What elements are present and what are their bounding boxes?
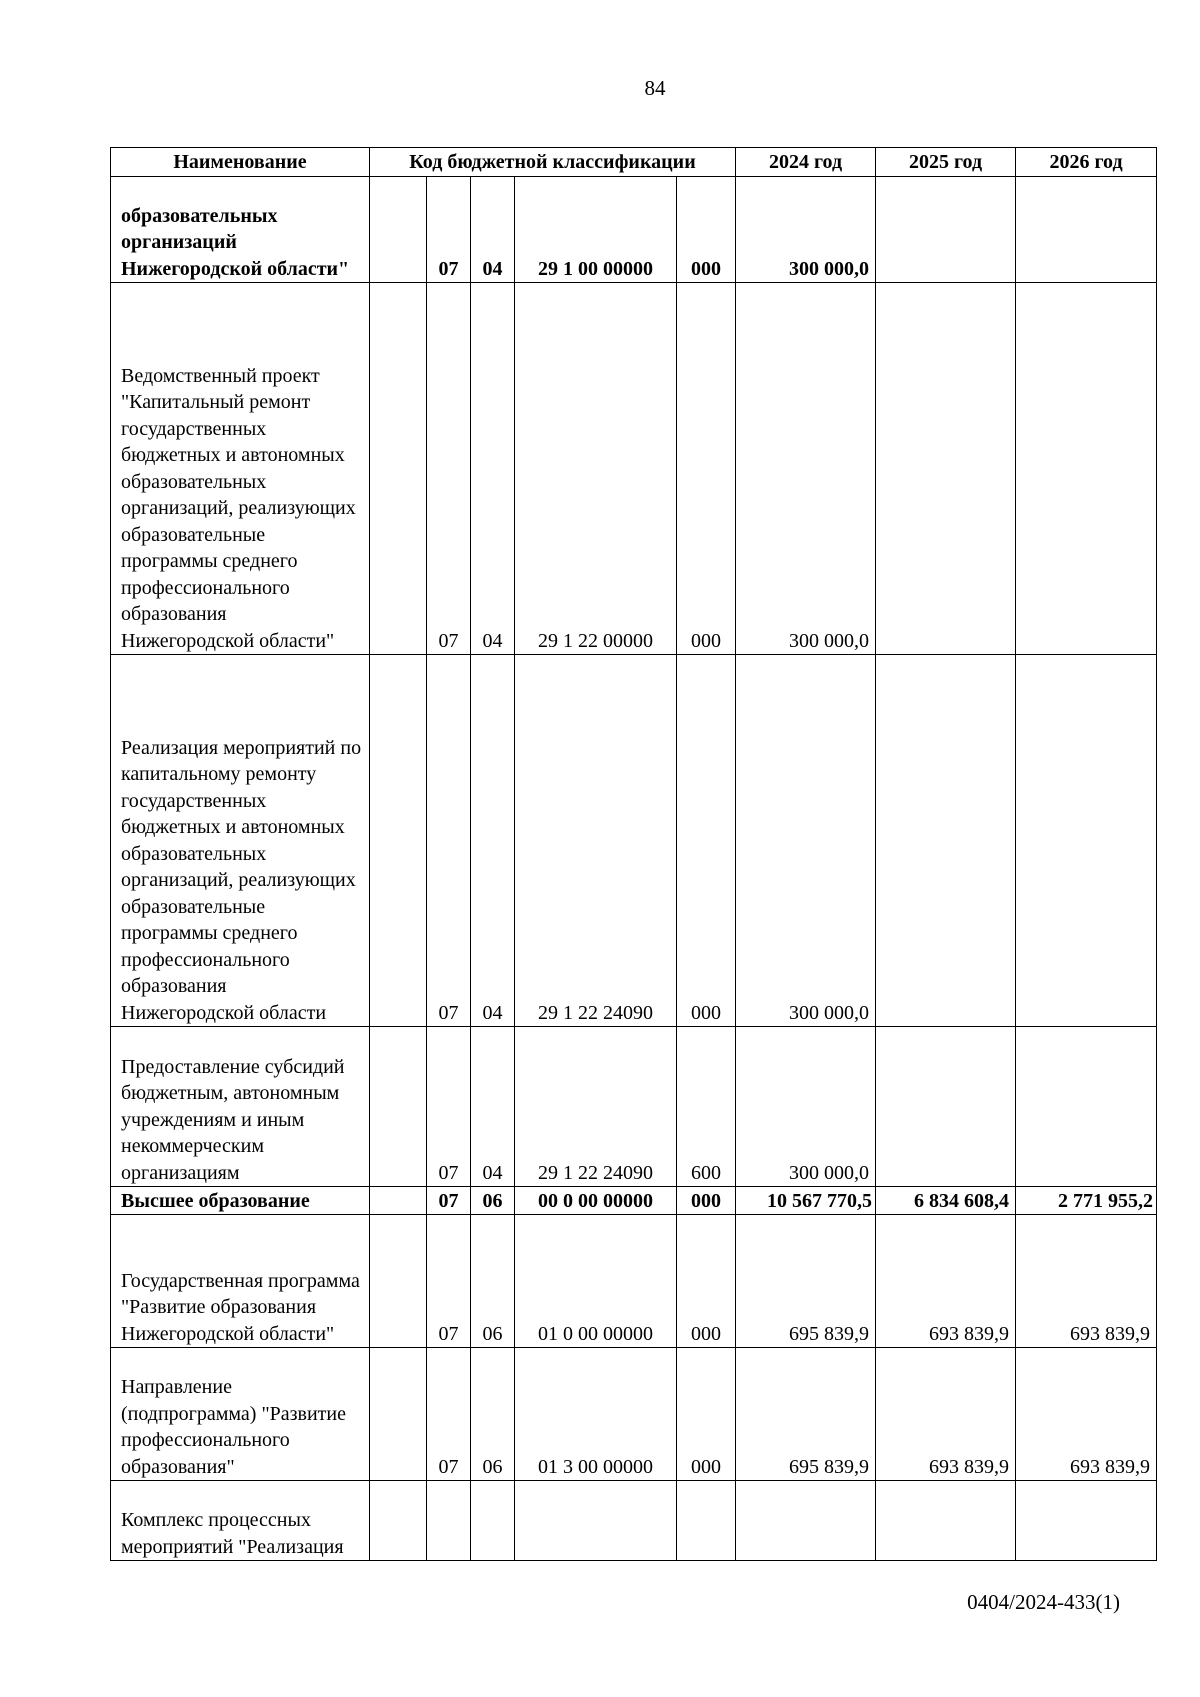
row-empty-code xyxy=(370,1027,427,1187)
row-name: Ведомственный проект "Капитальный ремонт государственных бюджетных и автономных образовательных организаций, реализующих образовательные программы среднего профессионального образования Нижегородской области" xyxy=(111,283,370,655)
row-target-article: 00 0 00 00000 xyxy=(515,1187,677,1215)
row-target-article: 01 0 00 00000 xyxy=(515,1215,677,1348)
row-value-2026 xyxy=(1016,177,1157,283)
row-expense-type: 000 xyxy=(677,1187,736,1215)
row-section: 07 xyxy=(427,283,471,655)
row-target-article: 29 1 22 00000 xyxy=(515,283,677,655)
row-name: Комплекс процессных мероприятий "Реализация xyxy=(111,1481,370,1561)
row-name: Государственная программа "Развитие образования Нижегородской области" xyxy=(111,1215,370,1348)
row-empty-code xyxy=(370,283,427,655)
row-subsection: 06 xyxy=(471,1187,515,1215)
row-value-2024: 300 000,0 xyxy=(736,177,876,283)
row-section: 07 xyxy=(427,1348,471,1481)
row-value-2026: 2 771 955,2 xyxy=(1016,1187,1157,1215)
row-value-2024: 300 000,0 xyxy=(736,655,876,1027)
table-row xyxy=(111,1481,1157,1561)
row-empty-code xyxy=(370,1348,427,1481)
row-empty-code xyxy=(370,1187,427,1215)
row-empty-code xyxy=(370,177,427,283)
budget-table xyxy=(110,147,1157,1561)
row-name: Высшее образование xyxy=(111,1187,370,1215)
row-value-2026: 693 839,9 xyxy=(1016,1348,1157,1481)
table-row xyxy=(111,1348,1157,1481)
row-value-2024: 695 839,9 xyxy=(736,1215,876,1348)
row-expense-type: 000 xyxy=(677,1215,736,1348)
row-target-article: 01 3 00 00000 xyxy=(515,1348,677,1481)
row-section: 07 xyxy=(427,1187,471,1215)
row-value-2024: 300 000,0 xyxy=(736,283,876,655)
row-section: 07 xyxy=(427,1215,471,1348)
header-name: Наименование xyxy=(111,148,370,177)
header-code: Код бюджетной классификации xyxy=(370,148,736,177)
row-section xyxy=(427,1481,471,1561)
row-target-article: 29 1 22 24090 xyxy=(515,655,677,1027)
row-value-2026 xyxy=(1016,655,1157,1027)
row-section: 07 xyxy=(427,655,471,1027)
row-value-2026 xyxy=(1016,283,1157,655)
row-target-article xyxy=(515,1481,677,1561)
table-header-row xyxy=(111,148,1157,177)
row-subsection: 04 xyxy=(471,283,515,655)
header-2024: 2024 год xyxy=(736,148,876,177)
row-target-article: 29 1 00 00000 xyxy=(515,177,677,283)
row-subsection xyxy=(471,1481,515,1561)
row-section: 07 xyxy=(427,177,471,283)
row-value-2025 xyxy=(876,1481,1016,1561)
row-subsection: 04 xyxy=(471,1027,515,1187)
row-value-2026: 693 839,9 xyxy=(1016,1215,1157,1348)
row-value-2025 xyxy=(876,655,1016,1027)
row-section: 07 xyxy=(427,1027,471,1187)
row-subsection: 06 xyxy=(471,1215,515,1348)
row-expense-type xyxy=(677,1481,736,1561)
table-row xyxy=(111,1215,1157,1348)
header-2025: 2025 год xyxy=(876,148,1016,177)
row-subsection: 06 xyxy=(471,1348,515,1481)
table-row xyxy=(111,1027,1157,1187)
row-value-2026 xyxy=(1016,1481,1157,1561)
row-value-2026 xyxy=(1016,1027,1157,1187)
table-row xyxy=(111,177,1157,283)
row-name: Предоставление субсидий бюджетным, автономным учреждениям и иным некоммерческим организациям xyxy=(111,1027,370,1187)
table-row xyxy=(111,655,1157,1027)
row-expense-type: 000 xyxy=(677,1348,736,1481)
header-2026: 2026 год xyxy=(1016,148,1157,177)
row-name: образовательных организаций Нижегородской области" xyxy=(111,177,370,283)
row-empty-code xyxy=(370,1215,427,1348)
document-registration-number: 0404/2024-433(1) xyxy=(967,1590,1120,1614)
page-number: 84 xyxy=(644,76,666,100)
row-empty-code xyxy=(370,1481,427,1561)
row-subsection: 04 xyxy=(471,655,515,1027)
row-subsection: 04 xyxy=(471,177,515,283)
row-value-2024 xyxy=(736,1481,876,1561)
row-value-2025 xyxy=(876,177,1016,283)
row-empty-code xyxy=(370,655,427,1027)
table-row xyxy=(111,283,1157,655)
row-name: Направление (подпрограмма) "Развитие профессионального образования" xyxy=(111,1348,370,1481)
row-value-2025 xyxy=(876,1027,1016,1187)
row-value-2025: 6 834 608,4 xyxy=(876,1187,1016,1215)
row-expense-type: 600 xyxy=(677,1027,736,1187)
row-value-2025: 693 839,9 xyxy=(876,1215,1016,1348)
row-target-article: 29 1 22 24090 xyxy=(515,1027,677,1187)
row-expense-type: 000 xyxy=(677,655,736,1027)
table-row xyxy=(111,1187,1157,1215)
row-value-2024: 695 839,9 xyxy=(736,1348,876,1481)
row-name: Реализация мероприятий по капитальному ремонту государственных бюджетных и автономных образовательных организаций, реализующих образовательные программы среднего профессионального образования Нижегородской области xyxy=(111,655,370,1027)
row-value-2024: 10 567 770,5 xyxy=(736,1187,876,1215)
row-value-2024: 300 000,0 xyxy=(736,1027,876,1187)
row-value-2025: 693 839,9 xyxy=(876,1348,1016,1481)
row-expense-type: 000 xyxy=(677,283,736,655)
row-value-2025 xyxy=(876,283,1016,655)
row-expense-type: 000 xyxy=(677,177,736,283)
